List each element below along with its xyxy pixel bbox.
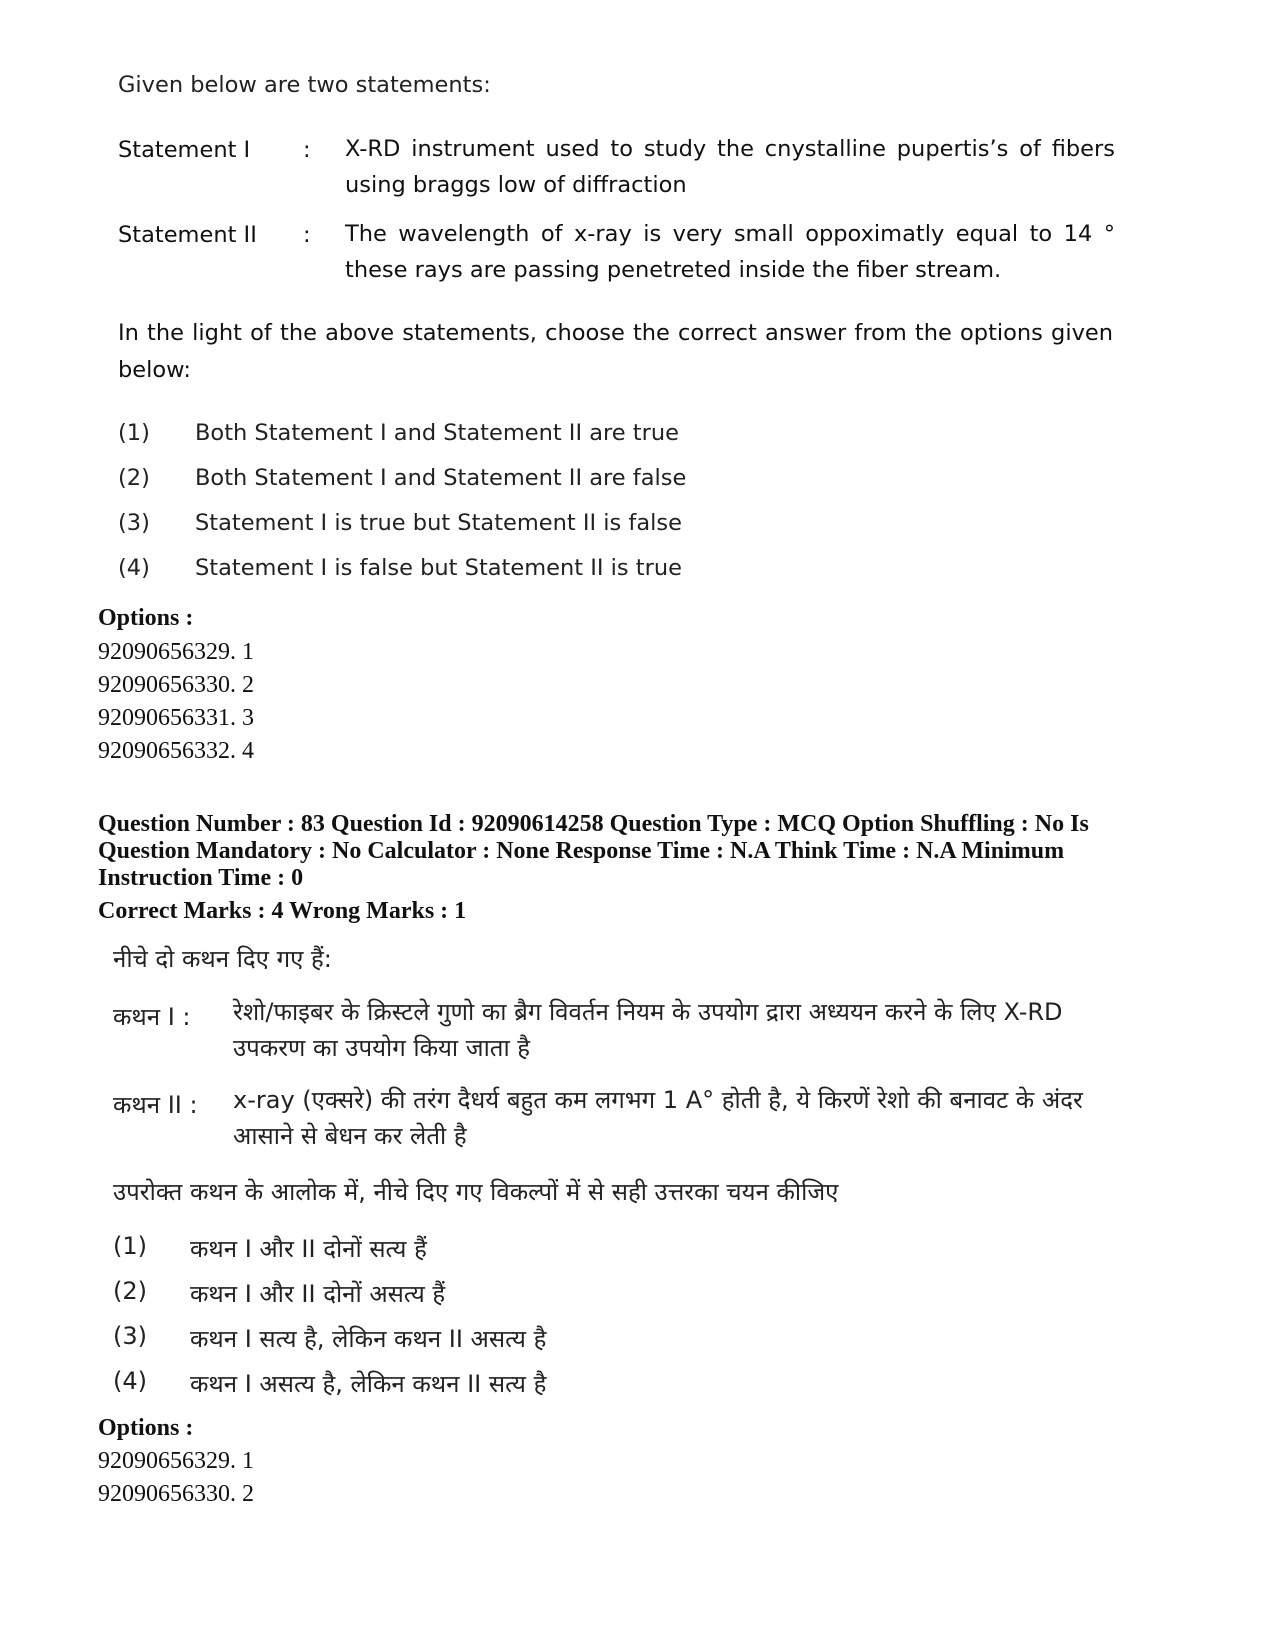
option-id: 92090656329. 1	[98, 639, 254, 665]
english-instruction: In the light of the above statements, choose the correct answer from the options given below:	[118, 320, 1113, 383]
hindi-option-3-text: कथन I सत्य है, लेकिन कथन II असत्य है	[190, 1325, 547, 1353]
hindi-option-2-text: कथन I और II दोनों असत्य हैं	[190, 1280, 446, 1308]
statement-1-colon: :	[303, 137, 311, 163]
options-heading: Options :	[98, 605, 194, 631]
hindi-intro: नीचे दो कथन दिए गए हैं:	[113, 945, 332, 973]
question-meta-line-2: Question Mandatory : No Calculator : None Response Time : N.A Think Time : N.A Minimum	[98, 838, 1065, 864]
option-id: 92090656331. 3	[98, 705, 254, 731]
question-meta-line-3: Instruction Time : 0	[98, 865, 304, 891]
statement-1-label: Statement I	[118, 137, 251, 163]
english-option-2-text: Both Statement I and Statement II are false	[195, 465, 687, 491]
english-option-1-text: Both Statement I and Statement II are true	[195, 420, 679, 446]
english-option-4-text: Statement I is false but Statement II is true	[195, 555, 682, 581]
english-option-3-text: Statement I is true but Statement II is false	[195, 510, 682, 536]
statement-2-label: Statement II	[118, 222, 257, 248]
question-meta-line-1: Question Number : 83 Question Id : 92090614258 Question Type : MCQ Option Shuffling : No Is	[98, 811, 1089, 837]
hindi-statement-2-label: कथन II :	[113, 1091, 198, 1119]
question-marks: Correct Marks : 4 Wrong Marks : 1	[98, 898, 467, 924]
statement-2-text: The wavelength of x-ray is very small oppoximatly equal to 14 ° these rays are passing penetreted inside the fiber stream.	[345, 221, 1115, 283]
hindi-statement-1-label: कथन I :	[113, 1003, 191, 1031]
english-option-1-num: (1)	[118, 420, 150, 446]
hindi-option-3-num: (3)	[113, 1322, 147, 1350]
statement-1-text: X-RD instrument used to study the cnystalline pupertis’s of fibers using braggs low of diffraction	[345, 136, 1115, 198]
english-option-3-num: (3)	[118, 510, 150, 536]
hindi-statement-2-text: x-ray (एक्सरे) की तरंग दैधर्य बहुत कम लगभग 1 A° होती है, ये किरणें रेशो की बनावट के अंदर आसाने से बेधन कर लेती है	[233, 1086, 1083, 1150]
hindi-option-4-text: कथन I असत्य है, लेकिन कथन II सत्य है	[190, 1370, 547, 1398]
hindi-option-2-num: (2)	[113, 1277, 147, 1305]
english-option-2-num: (2)	[118, 465, 150, 491]
hindi-option-1-num: (1)	[113, 1232, 147, 1260]
hindi-statement-1-text: रेशो/फाइबर के क्रिस्टले गुणो का ब्रैग विवर्तन नियम के उपयोग द्रारा अध्ययन करने के लिए X-RD उपकरण का उपयोग किया जाता है	[233, 998, 1063, 1062]
option-id: 92090656330. 2	[98, 672, 254, 698]
hindi-instruction: उपरोक्त कथन के आलोक में, नीचे दिए गए विकल्पों में से सही उत्तरका चयन कीजिए	[113, 1178, 839, 1206]
english-intro: Given below are two statements:	[118, 72, 491, 98]
statement-2-colon: :	[303, 222, 311, 248]
english-option-4-num: (4)	[118, 555, 150, 581]
option-id: 92090656330. 2	[98, 1481, 254, 1507]
hindi-option-1-text: कथन I और II दोनों सत्य हैं	[190, 1235, 427, 1263]
hindi-option-4-num: (4)	[113, 1367, 147, 1395]
option-id: 92090656332. 4	[98, 738, 254, 764]
options-heading: Options :	[98, 1415, 194, 1441]
option-id: 92090656329. 1	[98, 1448, 254, 1474]
